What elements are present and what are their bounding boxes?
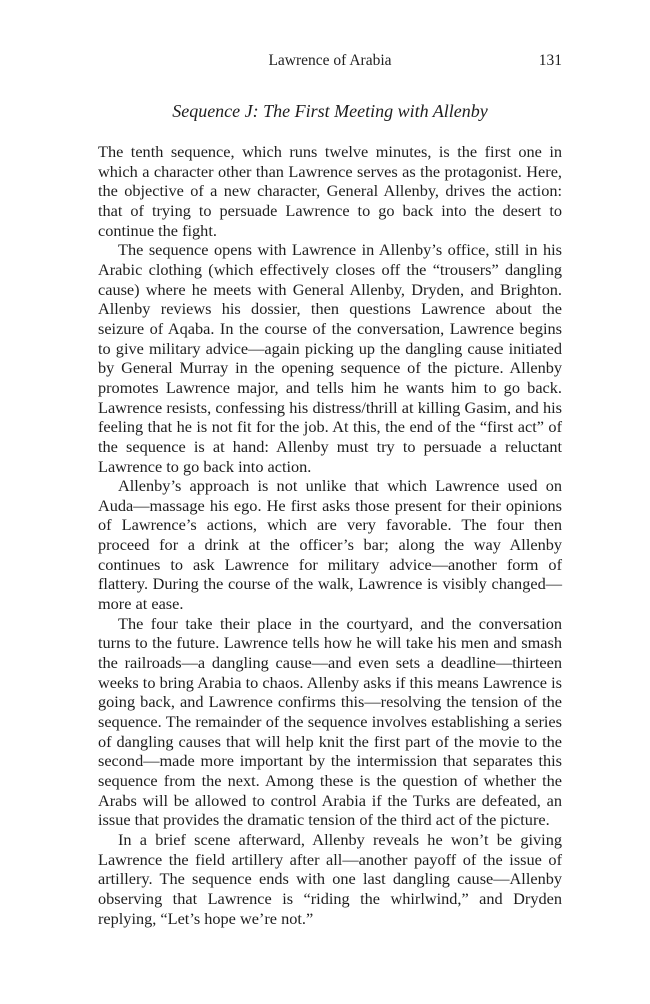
paragraph-5: In a brief scene afterward, Allenby reveals he won’t be giving Lawrence the field artillery after all—another payoff of the issue of artillery. The sequence ends with one last dangling cause—Allenby observing that Lawrence is “riding the whirlwind,” and Dryden replying, “Let’s hope we’re not.” <box>98 829 562 928</box>
paragraph-2: The sequence opens with Lawrence in Allenby’s office, still in his Arabic clothing (which effectively closes off the “trousers” dangling cause) where he meets with General Allenby, Dryden, and Brighton. Allenby reviews his dossier, then questions Lawrence about the seizure of Aqaba. In the course of the conversation, Lawrence begins to give military advice—again picking up the dangling cause initiated by General Murray in the opening sequence of the picture. Allenby promotes Lawrence major, and tells him he wants him to go back. Lawrence resists, confessing his distress/thrill at killing Gasim, and his feeling that he is not fit for the job. At this, the end of the “first act” of the sequence is at hand: Allenby must try to persuade a reluctant Lawrence to go back into action. <box>98 240 562 476</box>
paragraph-3: Allenby’s approach is not unlike that which Lawrence used on Auda—massage his ego. He first asks those present for their opinions of Lawrence’s actions, which are very favorable. The four then proceed for a drink at the officer’s bar; along the way Allenby continues to ask Lawrence for military advice—another form of flattery. During the course of the walk, Lawrence is visibly changed—more at ease. <box>98 476 562 614</box>
body-text <box>98 142 562 928</box>
paragraph-4: The four take their place in the courtyard, and the conversation turns to the future. Lawrence tells how he will take his men and smash the railroads—a dangling cause—and even sets a deadline—thirteen weeks to bring Arabia to chaos. Allenby asks if this means Lawrence is going back, and Lawrence confirms this—resolving the tension of the sequence. The remainder of the sequence involves establishing a series of dangling causes that will help knit the first part of the movie to the second—made more important by the intermission that separates this sequence from the next. Among these is the question of whether the Arabs will be allowed to control Arabia if the Turks are defeated, an issue that provides the dramatic tension of the third act of the picture. <box>98 613 562 830</box>
section-heading: Sequence J: The First Meeting with Allenby <box>172 101 488 121</box>
paragraph-1: The tenth sequence, which runs twelve minutes, is the first one in which a character other than Lawrence serves as the protagonist. Here, the objective of a new character, General Allenby, drives the action: that of trying to persuade Lawrence to go back into the desert to continue the fight. <box>98 142 562 240</box>
running-head <box>98 51 562 71</box>
running-title: Lawrence of Arabia <box>268 52 392 69</box>
page-number: 131 <box>538 52 562 69</box>
